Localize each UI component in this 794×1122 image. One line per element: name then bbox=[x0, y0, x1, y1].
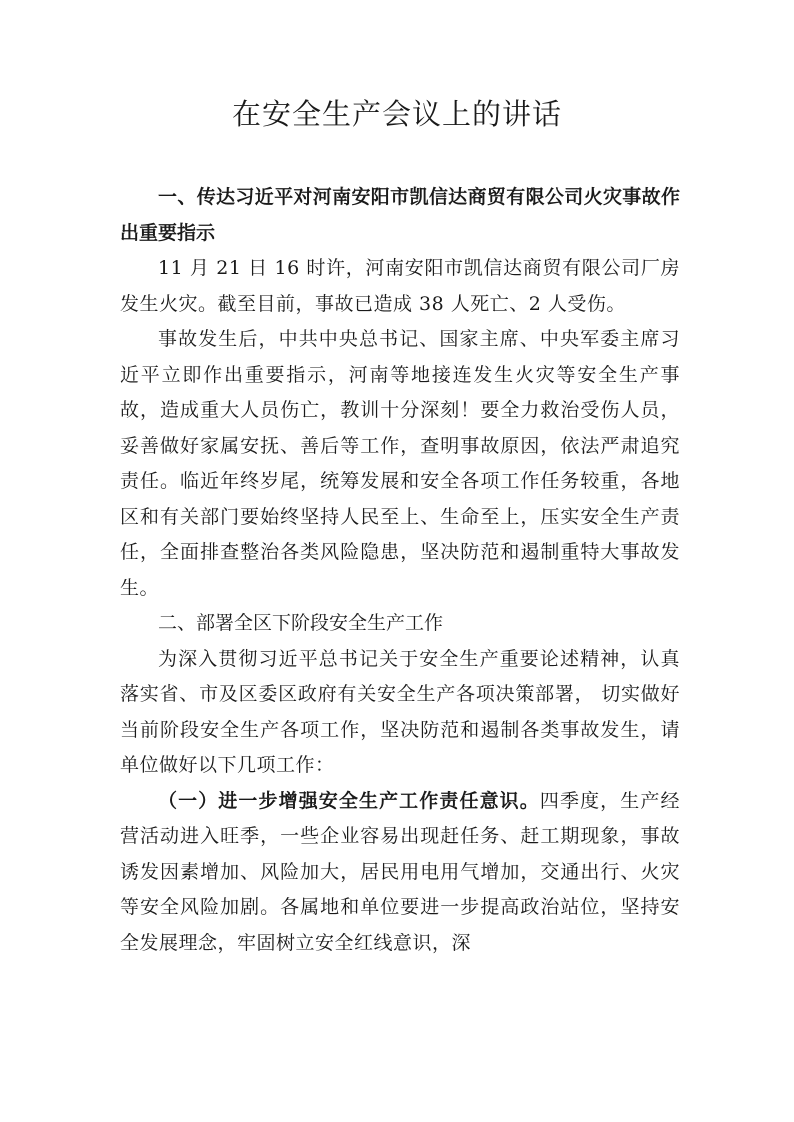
section-1-paragraph-2: 事故发生后，中共中央总书记、国家主席、中央军委主席习近平立即作出重要指示，河南等地接连发生火灾等安全生产事故，造成重大人员伤亡，教训十分深刻！要全力救治受伤人员，妥善做好家属安抚、善后等工作，查明事故原因，依法严肃追究责任。临近年终岁尾，统筹发展和安全各项工作任务较重，各地区和有关部门要始终坚持人民至上、生命至上，压实安全生产责任，全面排查整治各类风险隐患，坚决防范和遏制重特大事故发生。 bbox=[120, 328, 680, 599]
section-2-item-1 bbox=[120, 784, 680, 962]
item-1-body: 四季度，生产经营活动进入旺季，一些企业容易出现赶任务、赶工期现象，事故诱发因素增加、风险加大，居民用电用气增加，交通出行、火灾等安全风险加剧。各属地和单位要进一步提高政治站位，坚持安全发展理念，牢固树立安全红线意识，深 bbox=[120, 789, 680, 954]
section-2-heading: 二、部署全区下阶段安全生产工作 bbox=[158, 612, 444, 634]
document-title: 在安全生产会议上的讲话 bbox=[231, 97, 562, 131]
section-1-heading: 一、传达习近平对河南安阳市凯信达商贸有限公司火灾事故作出重要指示 bbox=[120, 186, 680, 244]
section-1-paragraph-1: 11 月 21 日 16 时许，河南安阳市凯信达商贸有限公司厂房发生火灾。截至目前，事故已造成 38 人死亡、2 人受伤。 bbox=[120, 257, 680, 315]
document-body bbox=[120, 180, 680, 961]
section-2-paragraph-1: 为深入贯彻习近平总书记关于安全生产重要论述精神，认真落实省、市及区委区政府有关安全生产各项决策部署， 切实做好当前阶段安全生产各项工作，坚决防范和遏制各类事故发生，请单位做好以下几项工作： bbox=[120, 647, 680, 776]
item-1-lead: （一）进一步增强安全生产工作责任意识。 bbox=[158, 789, 540, 812]
